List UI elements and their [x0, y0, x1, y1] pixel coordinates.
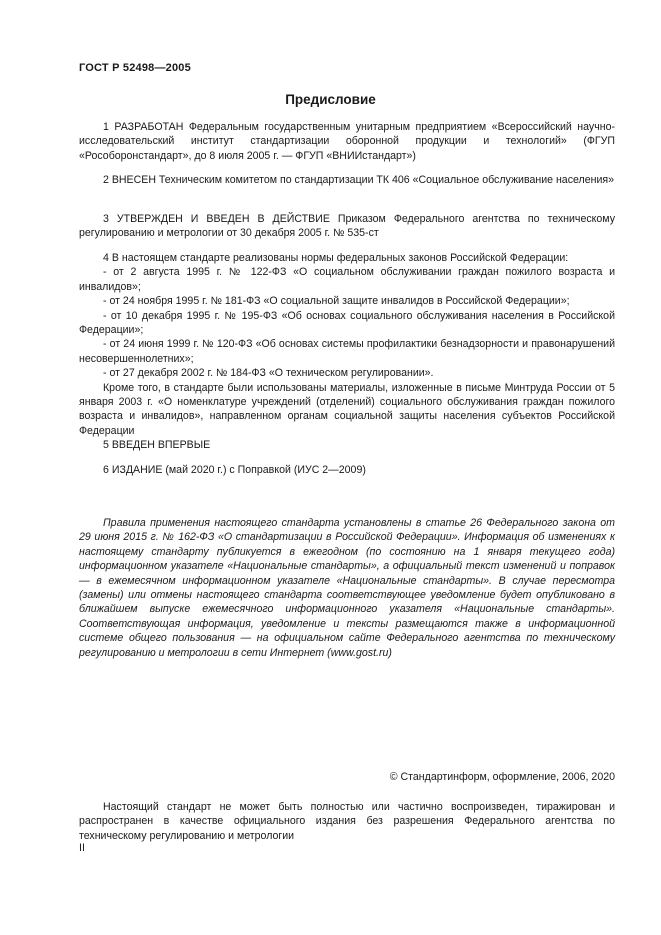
laws-intro: 4 В настоящем стандарте реализованы нормы федеральных законов Российской Федерации:: [103, 252, 569, 264]
item-introduced: 2 ВНЕСЕН Техническим комитетом по стандартизации ТК 406 «Социальное обслуживание населения»: [103, 174, 615, 186]
item-approved: 3 УТВЕРЖДЕН И ВВЕДЕН В ДЕЙСТВИЕ Приказом Федерального агентства по техническому регулированию и метрологии от 30 декабря 2005 г. № 535-ст: [79, 213, 615, 240]
item-federal-laws: [79, 251, 615, 438]
reproduction-notice: Настоящий стандарт не может быть полностью или частично воспроизведен, тиражирован и распространен в качестве официального издания без разрешения Федерального агентства по техническому регулированию и метрологии: [79, 801, 615, 842]
copyright: © Стандартинформ, оформление, 2006, 2020: [389, 771, 615, 783]
item-first-introduced: 5 ВВЕДЕН ВПЕРВЫЕ: [103, 439, 211, 451]
application-notice: Правила применения настоящего стандарта установлены в статье 26 Федерального закона от 29 июня 2015 г. № 162-ФЗ «О стандартизации в Российской Федерации». Информация об изменениях к настоящему стандарту публикуется в ежегодном (по состоянию на 1 января текущего года) информационном указателе «Национальные стандарты», а официальный текст изменений и поправок — в ежемесячном информационном указателе «Национальные стандарты». В случае пересмотра (замены) или отмены настоящего стандарта соответствующее уведомление будет опубликовано в ближайшем выпуске ежемесячного информационного указателя «Национальные стандарты». Соответствующая информация, уведомление и тексты размещаются также в информационной системе общего пользования — на официальном сайте Федерального агентства по техническому регулированию и метрологии в сети Интернет (www.gost.ru): [79, 517, 615, 659]
law-item: - от 2 августа 1995 г. № 122-ФЗ «О социальном обслуживании граждан пожилого возраста и инвалидов»;: [79, 266, 615, 293]
law-item: - от 24 ноября 1995 г. № 181-ФЗ «О социальной защите инвалидов в Российской Федерации»;: [103, 295, 570, 308]
item-developed: 1 РАЗРАБОТАН Федеральным государственным унитарным предприятием «Всероссийский научно-исследовательский институт стандартизации оборонной продукции и технологий» (ФГУП «Рособоронстандарт», до 8 июля 2005 г. — ФГУП «ВНИИстандарт»): [79, 121, 615, 162]
law-item: - от 24 июня 1999 г. № 120-ФЗ «Об основах системы профилактики безнадзорности и правонарушений несовершеннолетних»;: [79, 338, 615, 365]
law-item: - от 10 декабря 1995 г. № 195-ФЗ «Об основах социального обслуживания населения в Российской Федерации»;: [79, 309, 615, 337]
page-number: II: [79, 842, 85, 854]
law-item: - от 27 декабря 2002 г. № 184-ФЗ «О техническом регулировании».: [103, 367, 434, 380]
document-header: ГОСТ Р 52498—2005: [79, 62, 191, 74]
additional-materials: Кроме того, в стандарте были использованы материалы, изложенные в письме Минтруда России от 5 января 2003 г. «О номенклатуре учреждений (отделений) социального обслуживания граждан пожилого возраста и инвалидов», направленном органам социальной защиты населения субъектов Российской Федерации: [79, 381, 615, 437]
page-title: Предисловие: [285, 92, 376, 107]
item-edition: 6 ИЗДАНИЕ (май 2020 г.) с Поправкой (ИУС 2—2009): [103, 464, 366, 476]
